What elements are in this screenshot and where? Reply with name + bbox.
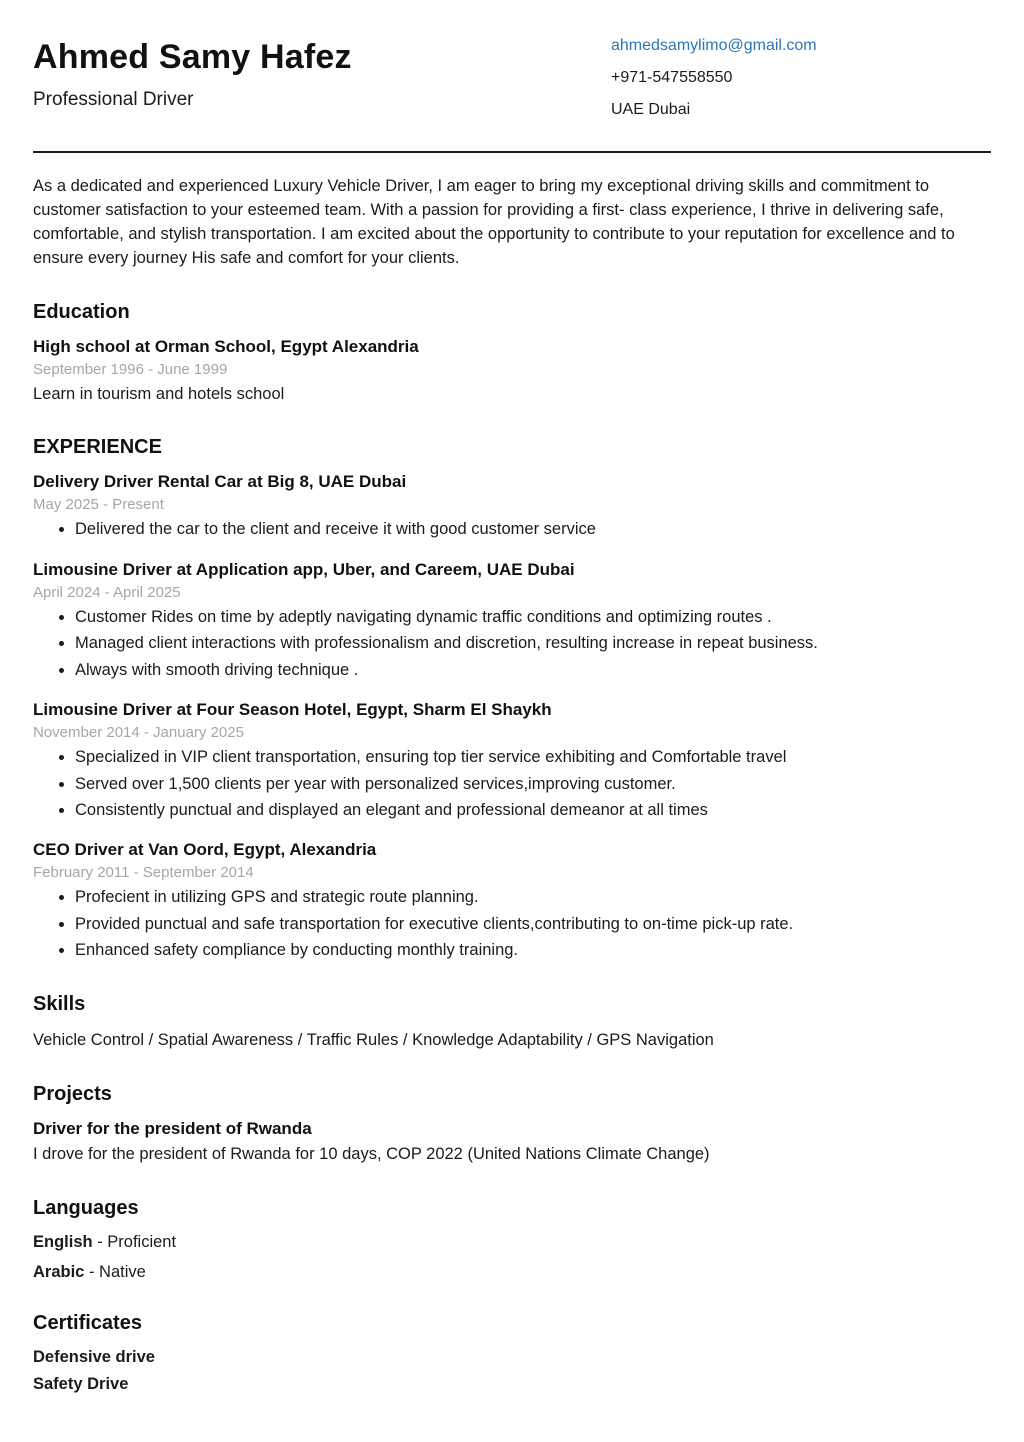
experience-entry: [33, 472, 991, 541]
skills-heading: Skills: [33, 992, 86, 1015]
job-bullets: [33, 606, 991, 682]
job-dates: February 2011 - September 2014: [33, 864, 254, 882]
contact-email-row: [611, 36, 991, 55]
language-name: Arabic: [33, 1262, 85, 1281]
certificate-item: Safety Drive: [33, 1374, 129, 1393]
skills-list: Vehicle Control / Spatial Awareness / Traffic Rules / Knowledge Adaptability / GPS Navigation: [33, 1030, 714, 1049]
education-description: Learn in tourism and hotels school: [33, 384, 285, 403]
job-title: Limousine Driver at Application app, Uber, and Careem, UAE Dubai: [33, 559, 575, 579]
job-bullets: [33, 518, 991, 541]
education-heading: Education: [33, 300, 130, 323]
language-item: [33, 1263, 991, 1282]
languages-heading: Languages: [33, 1196, 139, 1219]
project-description: I drove for the president of Rwanda for 10 days, COP 2022 (United Nations Climate Change): [33, 1144, 710, 1163]
job-bullet: • Profecient in utilizing GPS and strategic route planning.: [75, 886, 991, 909]
job-bullet: • Consistently punctual and displayed an elegant and professional demeanor at all times: [75, 799, 991, 822]
job-title: Limousine Driver at Four Season Hotel, Egypt, Sharm El Shaykh: [33, 700, 552, 720]
education-degree: High school at Orman School, Egypt Alexandria: [33, 336, 419, 356]
experience-heading: EXPERIENCE: [33, 436, 162, 459]
job-bullet: • Served over 1,500 clients per year with personalized services,improving customer.: [75, 773, 991, 796]
job-bullet: • Customer Rides on time by adeptly navigating dynamic traffic conditions and optimizing routes .: [75, 606, 991, 629]
job-dates: April 2024 - April 2025: [33, 583, 181, 601]
job-bullets: [33, 886, 991, 962]
job-bullet: • Provided punctual and safe transportation for executive clients,contributing to on-time pick-up rate.: [75, 913, 991, 936]
candidate-title: Professional Driver: [33, 89, 194, 110]
job-bullet: • Specialized in VIP client transportation, ensuring top tier service exhibiting and Comfortable travel: [75, 746, 991, 769]
experience-entry: [33, 560, 991, 682]
language-item: [33, 1233, 991, 1252]
job-title: CEO Driver at Van Oord, Egypt, Alexandria: [33, 840, 377, 860]
header-identity: [33, 30, 611, 111]
header-divider: [33, 151, 991, 153]
job-bullet: • Delivered the car to the client and receive it with good customer service: [75, 518, 991, 541]
language-name: English: [33, 1232, 93, 1251]
experience-entry: [33, 700, 991, 822]
summary-paragraph: As a dedicated and experienced Luxury Vehicle Driver, I am eager to bring my exceptional driving skills and commitment to customer satisfaction to your esteemed team. With a passion for providing a first- class experience, I thrive in delivering safe, comfortable, and stylish transportation. I am excited about the opportunity to contribute to your reputation for excellence and to ensure every journey His safe and comfort for your clients.: [33, 176, 955, 268]
project-title: Driver for the president of Rwanda: [33, 1118, 312, 1138]
contact-location: UAE Dubai: [611, 101, 691, 119]
job-bullet: • Managed client interactions with professionalism and discretion, resulting increase in repeat business.: [75, 632, 991, 655]
language-level: - Proficient: [97, 1232, 177, 1251]
candidate-name: Ahmed Samy Hafez: [33, 38, 352, 76]
job-bullet: • Always with smooth driving technique .: [75, 659, 991, 682]
language-level: - Native: [88, 1262, 146, 1281]
projects-heading: Projects: [33, 1082, 112, 1105]
contact-phone: +971-547558550: [611, 69, 733, 87]
certificate-item: Defensive drive: [33, 1347, 155, 1366]
job-bullet: • Enhanced safety compliance by conducting monthly training.: [75, 939, 991, 962]
job-bullets: [33, 746, 991, 822]
job-title: Delivery Driver Rental Car at Big 8, UAE Dubai: [33, 472, 407, 492]
contact-block: [611, 30, 991, 133]
job-dates: November 2014 - January 2025: [33, 724, 244, 742]
header: [33, 30, 991, 133]
experience-entry: [33, 840, 991, 962]
job-dates: May 2025 - Present: [33, 496, 164, 514]
certificates-heading: Certificates: [33, 1311, 142, 1334]
education-dates: September 1996 - June 1999: [33, 360, 228, 378]
email-link[interactable]: ahmedsamylimo@gmail.com: [611, 37, 817, 54]
